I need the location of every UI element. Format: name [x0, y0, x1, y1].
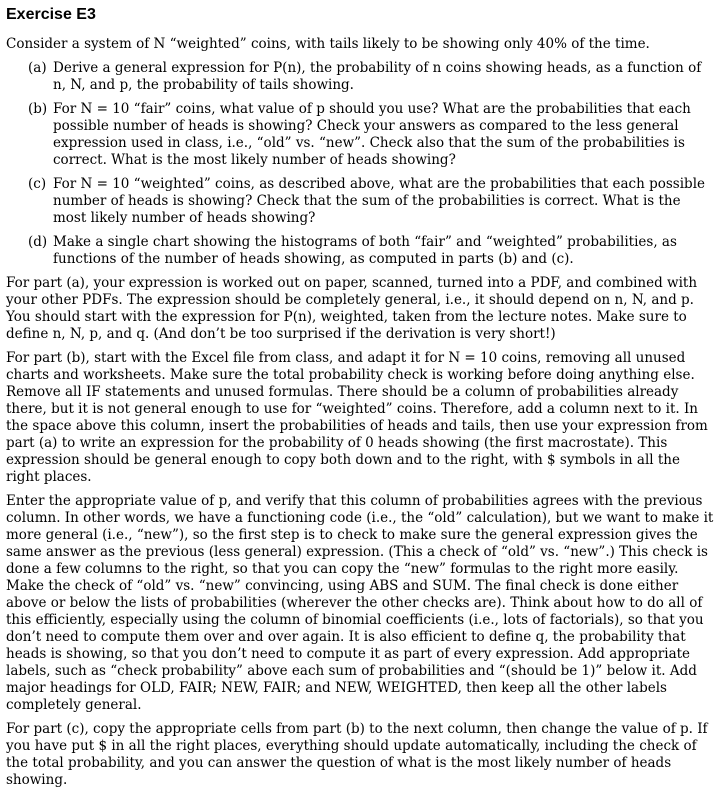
part-label: (d): [28, 234, 48, 250]
part-label: (b): [28, 101, 48, 117]
instructions-part-a: For part (a), your expression is worked out on paper, scanned, turned into a PDF, and combined with your other PDFs. The expression should be completely general, i.e., it should depend on n, N, and p. You should start with the expression for P(n), weighted, taken from the lecture notes. Make sure to define n, N, p, and q. (And don’t be too surprised if the derivation is very short!): [6, 275, 698, 342]
instructions-verify: Enter the appropriate value of p, and verify that this column of probabilities agrees with the previous column. In other words, we have a functioning code (i.e., the “old” calculation), but we want to make it more general (i.e., “new”), so the first step is to check to make sure the general expression gives the same answer as the previous (less general) expression. (This a check of “old” vs. “new”.) This check is done a few columns to the right, so that you can copy the “new” formulas to the right more easily. Make the check of “old” vs. “new” convincing, using ABS and SUM. The final check is done either above or below the lists of probabilities (wherever the other checks are). Think about how to do all of this efficiently, especially using the column of binomial coefficients (i.e., lots of factorials), so that you don’t need to compute them over and over again. It is also efficient to define q, the probability that heads is showing, so that you don’t need to compute it as part of every expression. Add appropriate labels, such as “check probability” above each sum of probabilities and “(should be 1)” below it. Add major headings for OLD, FAIR; NEW, FAIR; and NEW, WEIGHTED, then keep all the other labels completely general.: [6, 493, 714, 713]
part-text: For N = 10 “weighted” coins, as described above, what are the probabilities that each possible number of heads is showing? Check that the sum of the probabilities is correct. What is the most likely number of heads showing?: [53, 176, 705, 226]
intro-paragraph: Consider a system of N “weighted” coins, with tails likely to be showing only 40% of the time.: [6, 36, 650, 52]
part-b: [6, 101, 715, 169]
part-text: For N = 10 “fair” coins, what value of p should you use? What are the probabilities that each possible number of heads is showing? Check your answers as compared to the less general expression used in class, i.e., “old” vs. “new”. Check also that the sum of the probabilities is correct. What is the most likely number of heads showing?: [53, 101, 691, 168]
instructions-part-b: For part (b), start with the Excel file from class, and adapt it for N = 10 coins, removing all unused charts and worksheets. Make sure the total probability check is working before doing anything else. Remove all IF statements and unused formulas. There should be a column of probabilities already there, but it is not general enough to use for “weighted” coins. Therefore, add a column next to it. In the space above this column, insert the probabilities of heads and tails, then use your expression from part (a) to write an expression for the probability of 0 heads showing (the first macrostate). This expression should be general enough to copy both down and to the right, with $ symbols in all the right places.: [6, 350, 708, 485]
exercise-title: Exercise E3: [6, 6, 96, 23]
instructions-part-c: For part (c), copy the appropriate cells from part (b) to the next column, then change the value of p. If you have put $ in all the right places, everything should update automatically, including the check of the total probability, and you can answer the question of what is the most likely number of heads showing.: [6, 721, 708, 788]
part-text: Derive a general expression for P(n), the probability of n coins showing heads, as a function of n, N, and p, the probability of tails showing.: [53, 60, 702, 93]
parts-list: [6, 60, 715, 268]
part-text: Make a single chart showing the histograms of both “fair” and “weighted” probabilities, as functions of the number of heads showing, as computed in parts (b) and (c).: [53, 234, 677, 267]
part-label: (c): [28, 176, 47, 192]
part-a: [6, 60, 715, 94]
part-c: [6, 176, 715, 227]
part-label: (a): [28, 60, 47, 76]
part-d: [6, 234, 715, 268]
